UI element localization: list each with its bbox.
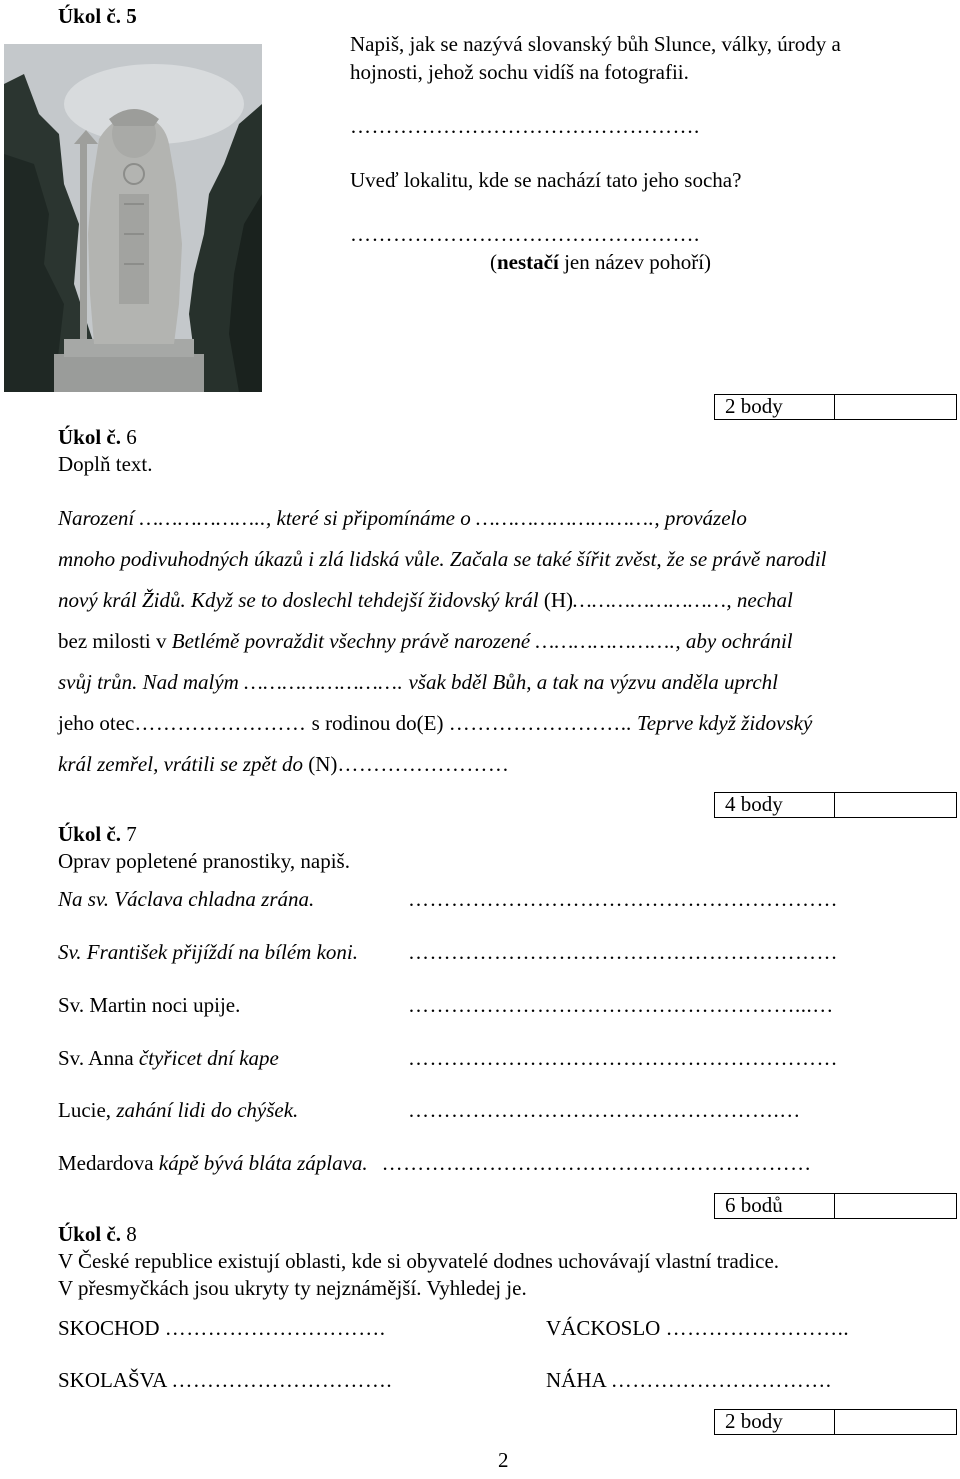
blank[interactable]: …………………… bbox=[573, 588, 727, 612]
text: . Teprve když židovský bbox=[626, 711, 813, 735]
text: nový král Židů. Když se to doslechl tehdejší židovský král bbox=[58, 588, 544, 612]
text: Medardova bbox=[58, 1151, 159, 1175]
text: Sv. Martin noci upije. bbox=[58, 993, 241, 1017]
points-label: 2 body bbox=[715, 395, 835, 419]
task6-title bbox=[58, 425, 137, 450]
text: (N) bbox=[308, 752, 338, 776]
task6-line-5 bbox=[58, 670, 778, 695]
note-rest: jen název pohoří) bbox=[558, 250, 712, 274]
text: Narození bbox=[58, 506, 140, 530]
points-label: 6 bodů bbox=[715, 1194, 835, 1218]
text: Lucie, bbox=[58, 1098, 117, 1122]
text: Sv. František přijíždí na bílém koni. bbox=[58, 940, 358, 964]
anagram-4 bbox=[546, 1368, 832, 1393]
text: , provázelo bbox=[654, 506, 747, 530]
task5-question2: Uveď lokalitu, kde se nachází tato jeho socha? bbox=[350, 168, 742, 192]
anagram-1 bbox=[58, 1316, 386, 1341]
blank[interactable]: ……………………. bbox=[244, 670, 404, 694]
points-label: 4 body bbox=[715, 793, 835, 817]
task7-points-box bbox=[714, 1193, 957, 1219]
task5-title: Úkol č. 5 bbox=[58, 4, 137, 28]
task5-note bbox=[490, 250, 711, 275]
task6-line-1 bbox=[58, 506, 747, 531]
saying-5 bbox=[58, 1098, 298, 1123]
text: Betlémě povraždit všechny právě narozené bbox=[171, 629, 536, 653]
task8-points-box bbox=[714, 1409, 957, 1435]
task5-answer1-blank[interactable]: …………………………………………. bbox=[350, 114, 700, 138]
task6-line-3 bbox=[58, 588, 793, 613]
saying-4-answer[interactable]: …………………………………………………… bbox=[408, 1046, 838, 1070]
points-score-field[interactable] bbox=[835, 1410, 956, 1434]
statue-photo bbox=[4, 44, 262, 392]
points-label: 2 body bbox=[715, 1410, 835, 1434]
task5-points-box bbox=[714, 394, 957, 420]
text: , aby ochránil bbox=[675, 629, 793, 653]
blank[interactable]: …………………… bbox=[134, 711, 307, 735]
text: král zemřel, vrátili se zpět do bbox=[58, 752, 309, 776]
task6-line-2 bbox=[58, 547, 827, 572]
anagram-answer[interactable]: …………………………. bbox=[610, 1368, 832, 1392]
anagram-2 bbox=[546, 1316, 849, 1341]
task7-title bbox=[58, 822, 137, 847]
saying-2 bbox=[58, 940, 358, 965]
title-num: 7 bbox=[121, 822, 137, 846]
text: Sv. Anna bbox=[58, 1046, 139, 1070]
anagram-3 bbox=[58, 1368, 392, 1393]
blank[interactable]: …………………… bbox=[337, 752, 510, 776]
task5-question1-line2: hojnosti, jehož sochu vidíš na fotografii. bbox=[350, 60, 689, 84]
task8-line2: V přesmyčkách jsou ukryty ty nejznámější. Vyhledej je. bbox=[58, 1276, 527, 1300]
task6-line-4 bbox=[58, 629, 793, 654]
saying-6-answer[interactable]: …………………………………………………… bbox=[381, 1151, 812, 1175]
task8-title bbox=[58, 1222, 137, 1247]
anagram-answer[interactable]: …………………….. bbox=[665, 1316, 850, 1340]
text: zahání lidi do chýšek. bbox=[116, 1098, 299, 1122]
saying-1 bbox=[58, 887, 314, 912]
text: , nechal bbox=[726, 588, 793, 612]
anagram-answer[interactable]: …………………………. bbox=[171, 1368, 393, 1392]
saying-6 bbox=[58, 1151, 812, 1176]
blank[interactable]: …………………. bbox=[535, 629, 676, 653]
saying-2-answer[interactable]: …………………………………………………… bbox=[408, 940, 838, 964]
text: Na sv. Václava chladna zrána. bbox=[58, 887, 315, 911]
text: kápě bývá bláta záplava. bbox=[158, 1151, 368, 1175]
saying-4 bbox=[58, 1046, 279, 1071]
text: mnoho podivuhodných úkazů i zlá lidská vůle. Začala se také šířit zvěst, že se právě narodil bbox=[58, 547, 827, 571]
task5-question1-line1: Napiš, jak se nazývá slovanský bůh Slunce, války, úrody a bbox=[350, 32, 841, 56]
task6-instruction: Doplň text. bbox=[58, 452, 153, 476]
blank[interactable]: ……………….. bbox=[139, 506, 267, 530]
title-bold: Úkol č. bbox=[58, 425, 121, 449]
anagram-word: SKOCHOD bbox=[58, 1316, 160, 1340]
blank[interactable]: ……………………. bbox=[448, 711, 627, 735]
title-num: 8 bbox=[121, 1222, 137, 1246]
text: s rodinou do(E) bbox=[306, 711, 449, 735]
text: bez milosti v bbox=[58, 629, 172, 653]
text: , které si připomínáme o bbox=[266, 506, 477, 530]
text: čtyřicet dní kape bbox=[138, 1046, 279, 1070]
task7-instruction: Oprav popletené pranostiky, napiš. bbox=[58, 849, 350, 873]
anagram-word: NÁHA bbox=[546, 1368, 606, 1392]
points-score-field[interactable] bbox=[835, 793, 956, 817]
note-open: ( bbox=[490, 250, 497, 274]
anagram-word: VÁCKOSLO bbox=[546, 1316, 661, 1340]
task6-line-6 bbox=[58, 711, 812, 736]
blank[interactable]: ………………………. bbox=[476, 506, 655, 530]
note-bold: nestačí bbox=[497, 250, 559, 274]
text: svůj trůn. Nad malým bbox=[58, 670, 245, 694]
saying-3 bbox=[58, 993, 240, 1018]
title-bold: Úkol č. bbox=[58, 822, 121, 846]
saying-3-answer[interactable]: ………………………………………………...… bbox=[408, 993, 834, 1017]
text: jeho otec bbox=[58, 711, 135, 735]
page-number: 2 bbox=[498, 1448, 509, 1472]
anagram-word: SKOLAŠVA bbox=[58, 1368, 167, 1392]
points-score-field[interactable] bbox=[835, 1194, 956, 1218]
task6-line-7 bbox=[58, 752, 509, 777]
points-score-field[interactable] bbox=[835, 395, 956, 419]
title-num: 6 bbox=[121, 425, 137, 449]
task6-points-box bbox=[714, 792, 957, 818]
saying-1-answer[interactable]: …………………………………………………… bbox=[408, 887, 838, 911]
task5-answer2-blank[interactable]: …………………………………………. bbox=[350, 222, 700, 246]
anagram-answer[interactable]: …………………………. bbox=[164, 1316, 386, 1340]
title-bold: Úkol č. bbox=[58, 1222, 121, 1246]
text: (H) bbox=[543, 588, 573, 612]
task8-line1: V České republice existují oblasti, kde si obyvatelé dodnes uchovávají vlastní tradice. bbox=[58, 1249, 780, 1273]
saying-5-answer[interactable]: …………………………………………….… bbox=[408, 1098, 801, 1122]
text: však bděl Bůh, a tak na výzvu anděla uprchl bbox=[403, 670, 779, 694]
